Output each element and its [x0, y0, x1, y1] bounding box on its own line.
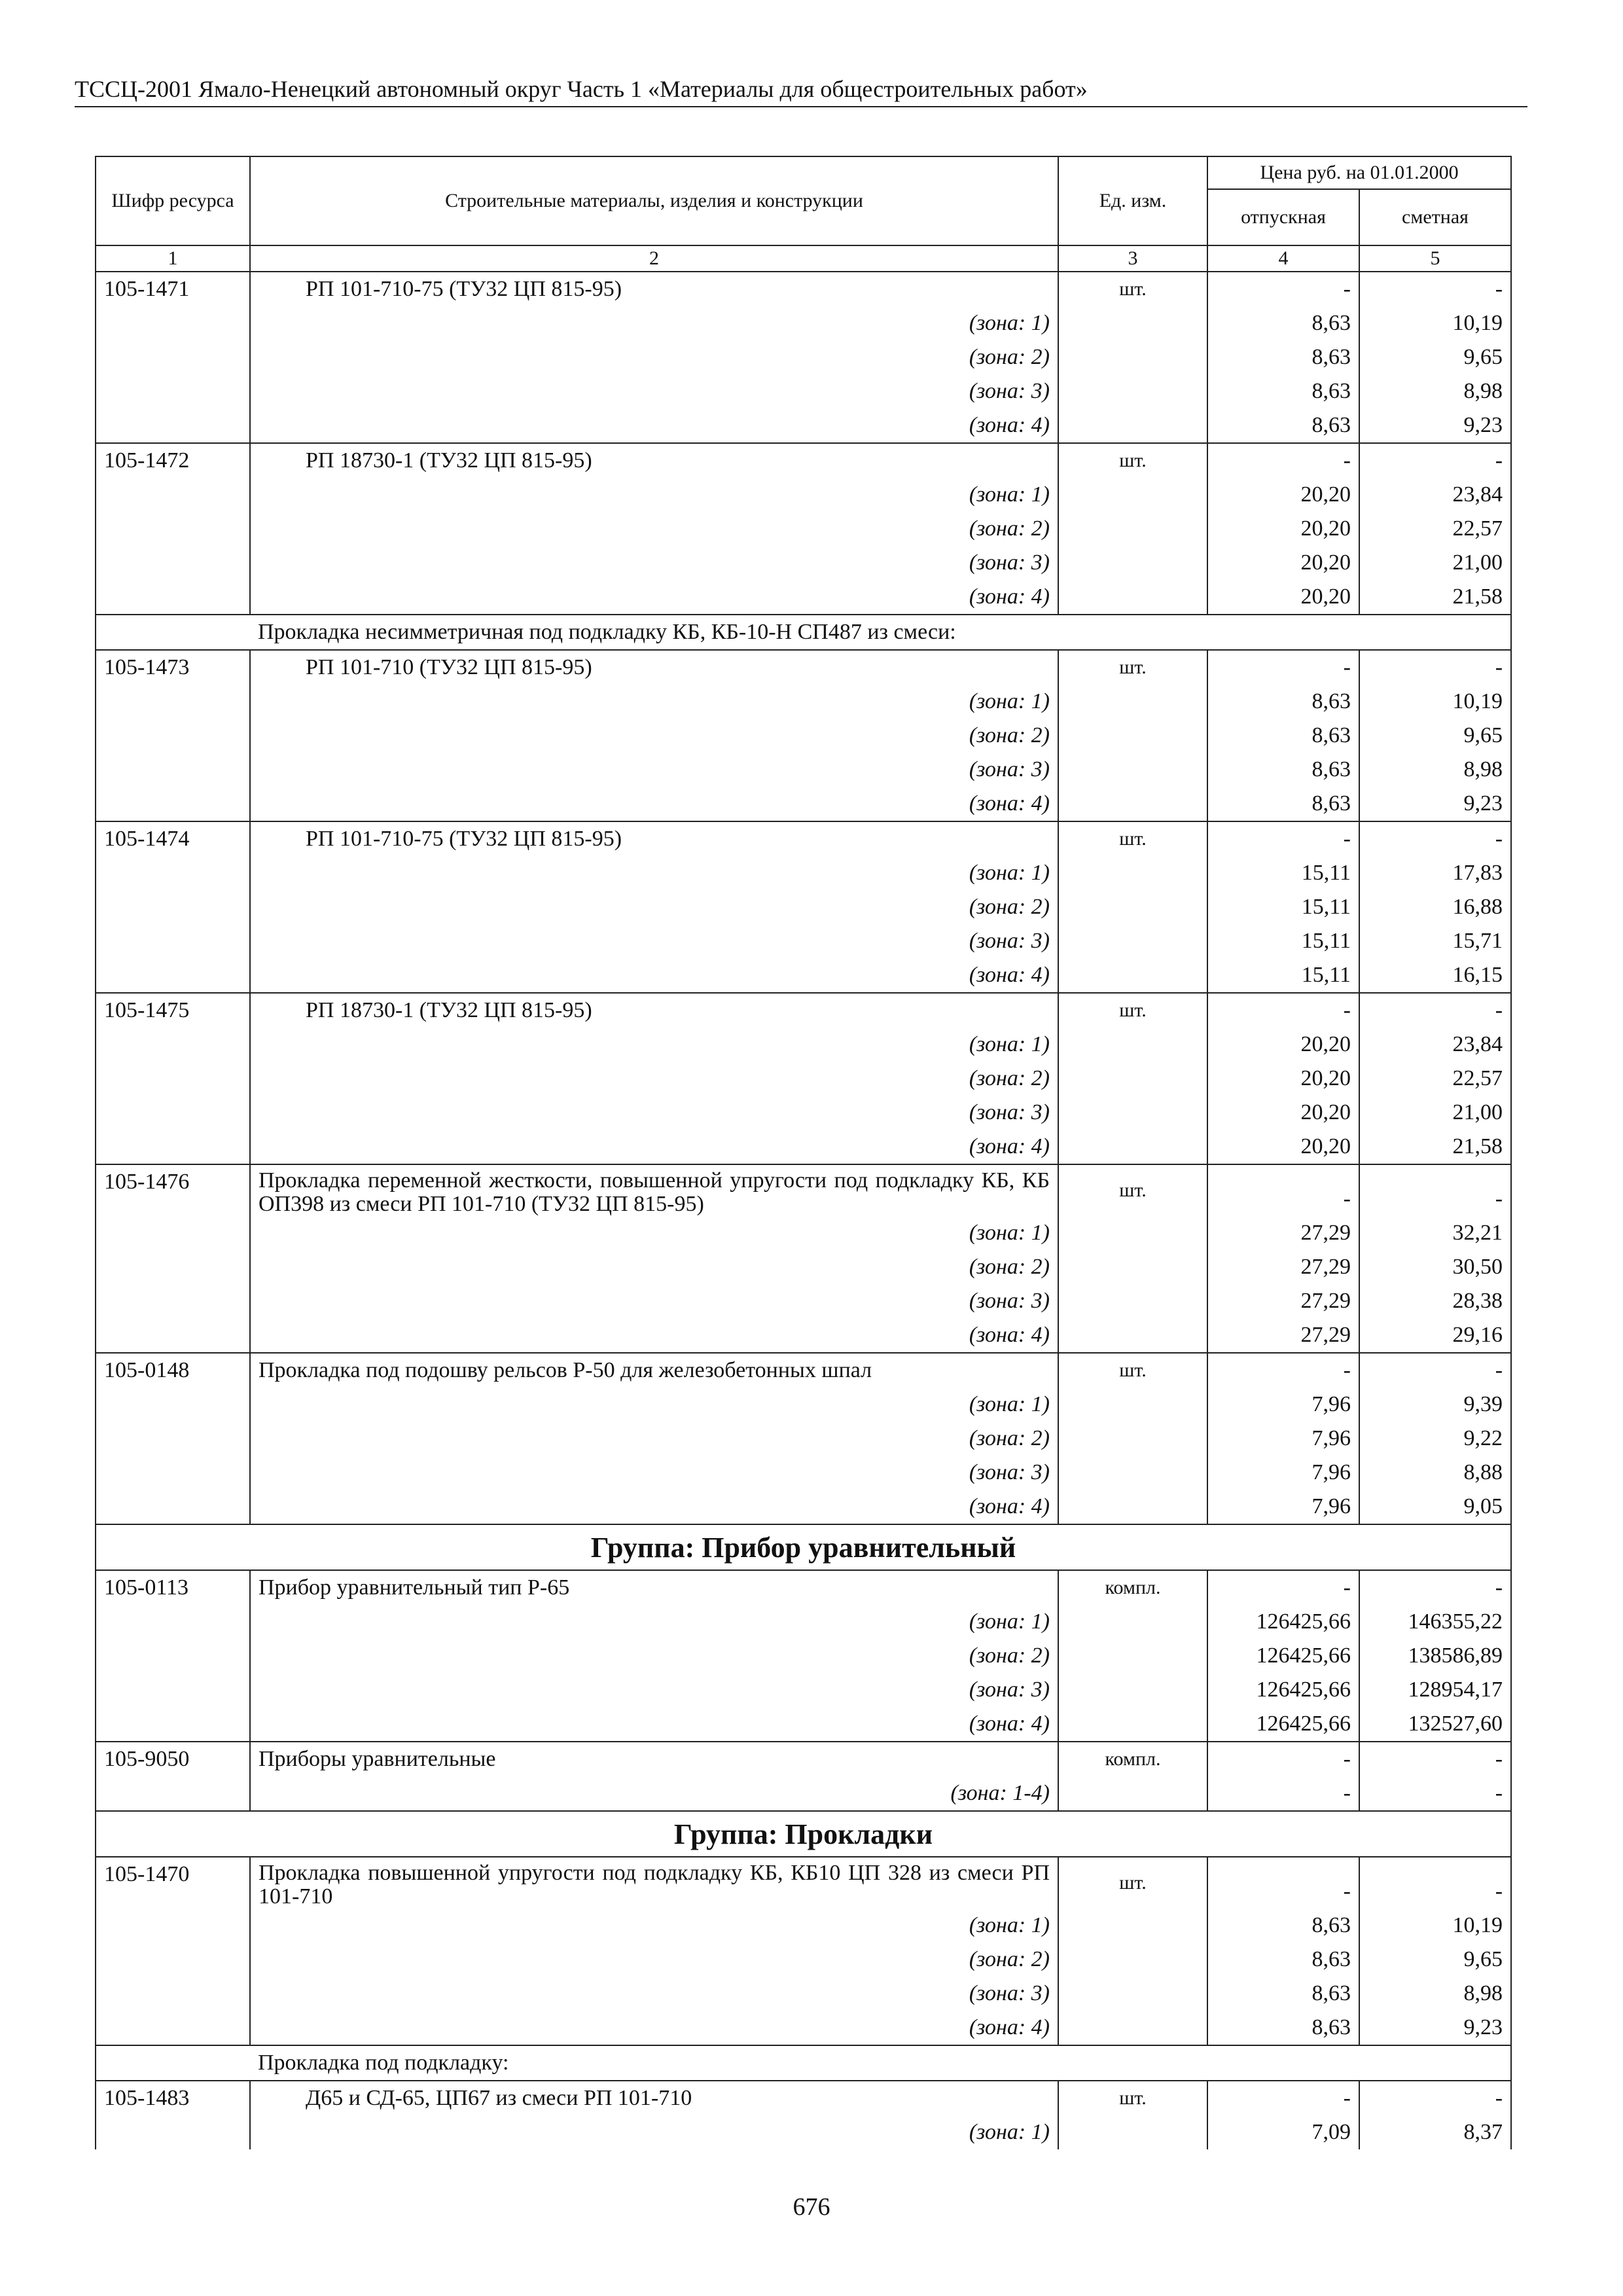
- col-header-unit: Ед. изм.: [1058, 156, 1207, 245]
- zone-estimate-price: 8,98: [1359, 374, 1511, 408]
- zone-row: [96, 958, 1511, 993]
- zone-row: [96, 1490, 1511, 1524]
- zone-release-price: 8,63: [1207, 753, 1359, 787]
- material-name: Прокладка переменной жесткости, повышенной упругости под подкладку КБ, КБ ОП398 из смеси РП 101-710 (ТУ32 ЦП 815-95): [250, 1164, 1058, 1216]
- release-price: -: [1207, 1353, 1359, 1388]
- col-header-code: Шифр ресурса: [96, 156, 250, 245]
- zone-estimate-price: 8,98: [1359, 753, 1511, 787]
- material-name: РП 101-710-75 (ТУ32 ЦП 815-95): [250, 821, 1058, 856]
- zone-unit-cell: [1058, 1250, 1207, 1284]
- estimate-price: -: [1359, 1353, 1511, 1388]
- estimate-price: -: [1359, 821, 1511, 856]
- zone-row: [96, 340, 1511, 374]
- zone-release-price: 20,20: [1207, 1062, 1359, 1096]
- zone-estimate-price: 8,98: [1359, 1977, 1511, 2011]
- unit: шт.: [1058, 2081, 1207, 2115]
- unit: компл.: [1058, 1742, 1207, 1776]
- zone-release-price: 20,20: [1207, 546, 1359, 580]
- unit: шт.: [1058, 650, 1207, 685]
- table-row: [96, 1164, 1511, 1216]
- zone-unit-cell: [1058, 1422, 1207, 1456]
- subheading-row: [96, 615, 1511, 650]
- zone-estimate-price: 9,65: [1359, 340, 1511, 374]
- release-price: -: [1207, 1164, 1359, 1216]
- zone-unit-cell: [1058, 1977, 1207, 2011]
- zone-row: [96, 546, 1511, 580]
- resource-code: 105-1471: [96, 272, 250, 443]
- table-row: [96, 821, 1511, 856]
- zone-row: [96, 1216, 1511, 1250]
- zone-label: (зона: 4): [250, 1707, 1058, 1742]
- zone-label: (зона: 4): [250, 958, 1058, 993]
- zone-unit-cell: [1058, 1456, 1207, 1490]
- zone-estimate-price: 17,83: [1359, 856, 1511, 890]
- zone-label: (зона: 3): [250, 1284, 1058, 1318]
- zone-estimate-price: 21,58: [1359, 1130, 1511, 1164]
- resource-code: 105-1473: [96, 650, 250, 821]
- material-name: РП 101-710-75 (ТУ32 ЦП 815-95): [250, 272, 1058, 306]
- col-header-price: Цена руб. на 01.01.2000: [1207, 156, 1511, 189]
- table-row: [96, 443, 1511, 478]
- unit: шт.: [1058, 1857, 1207, 1909]
- zone-row: [96, 2115, 1511, 2149]
- zone-label: (зона: 2): [250, 340, 1058, 374]
- zone-label: (зона: 4): [250, 2011, 1058, 2045]
- group-heading: Группа: Прокладки: [96, 1811, 1511, 1857]
- zone-label: (зона: 4): [250, 1318, 1058, 1353]
- zone-row: [96, 1318, 1511, 1353]
- material-name: РП 101-710 (ТУ32 ЦП 815-95): [250, 650, 1058, 685]
- zone-estimate-price: 21,00: [1359, 1096, 1511, 1130]
- zone-row: [96, 1977, 1511, 2011]
- zone-label: (зона: 1): [250, 1028, 1058, 1062]
- zone-label: (зона: 2): [250, 512, 1058, 546]
- zone-label: (зона: 2): [250, 1639, 1058, 1673]
- release-price: -: [1207, 650, 1359, 685]
- zone-label: (зона: 3): [250, 1673, 1058, 1707]
- zone-unit-cell: [1058, 2115, 1207, 2149]
- zone-estimate-price: 9,23: [1359, 2011, 1511, 2045]
- zone-label: (зона: 3): [250, 1977, 1058, 2011]
- zone-row: [96, 1707, 1511, 1742]
- resource-code: 105-1472: [96, 443, 250, 615]
- zone-label: (зона: 1): [250, 1605, 1058, 1639]
- zone-label: (зона: 1-4): [250, 1776, 1058, 1811]
- zone-label: (зона: 3): [250, 1456, 1058, 1490]
- col-header-name: Строительные материалы, изделия и конструкции: [250, 156, 1058, 245]
- zone-unit-cell: [1058, 719, 1207, 753]
- zone-estimate-price: 10,19: [1359, 1909, 1511, 1943]
- table-row: [96, 2081, 1511, 2115]
- table-row: [96, 993, 1511, 1028]
- zone-unit-cell: [1058, 1096, 1207, 1130]
- zone-estimate-price: 10,19: [1359, 685, 1511, 719]
- zone-row: [96, 1673, 1511, 1707]
- zone-unit-cell: [1058, 1909, 1207, 1943]
- col-number-4: 4: [1207, 245, 1359, 272]
- group-heading: Группа: Прибор уравнительный: [96, 1524, 1511, 1570]
- zone-estimate-price: 9,22: [1359, 1422, 1511, 1456]
- table-row: [96, 272, 1511, 306]
- zone-row: [96, 1422, 1511, 1456]
- zone-unit-cell: [1058, 340, 1207, 374]
- zone-estimate-price: 138586,89: [1359, 1639, 1511, 1673]
- zone-unit-cell: [1058, 787, 1207, 821]
- zone-estimate-price: 15,71: [1359, 924, 1511, 958]
- zone-row: [96, 856, 1511, 890]
- resource-code: 105-1474: [96, 821, 250, 993]
- zone-release-price: -: [1207, 1776, 1359, 1811]
- col-number-1: 1: [96, 245, 250, 272]
- estimate-price: -: [1359, 1857, 1511, 1909]
- zone-estimate-price: 21,58: [1359, 580, 1511, 615]
- zone-row: [96, 924, 1511, 958]
- zone-unit-cell: [1058, 1062, 1207, 1096]
- zone-estimate-price: 9,23: [1359, 787, 1511, 821]
- zone-row: [96, 512, 1511, 546]
- zone-estimate-price: 146355,22: [1359, 1605, 1511, 1639]
- estimate-price: -: [1359, 650, 1511, 685]
- zone-release-price: 7,96: [1207, 1422, 1359, 1456]
- zone-label: (зона: 1): [250, 478, 1058, 512]
- zone-release-price: 27,29: [1207, 1250, 1359, 1284]
- zone-label: (зона: 2): [250, 1422, 1058, 1456]
- zone-label: (зона: 3): [250, 753, 1058, 787]
- table-row: [96, 1742, 1511, 1776]
- subheading-code-cell: [96, 615, 250, 650]
- zone-label: (зона: 2): [250, 1943, 1058, 1977]
- zone-release-price: 126425,66: [1207, 1707, 1359, 1742]
- release-price: -: [1207, 1742, 1359, 1776]
- zone-row: [96, 890, 1511, 924]
- zone-label: (зона: 4): [250, 408, 1058, 443]
- table-row: [96, 1570, 1511, 1605]
- material-name: Прокладка под подошву рельсов Р-50 для железобетонных шпал: [250, 1353, 1058, 1388]
- zone-row: [96, 1130, 1511, 1164]
- zone-label: (зона: 1): [250, 2115, 1058, 2149]
- release-price: -: [1207, 272, 1359, 306]
- zone-release-price: 20,20: [1207, 1028, 1359, 1062]
- zone-estimate-price: 23,84: [1359, 478, 1511, 512]
- unit: шт.: [1058, 993, 1207, 1028]
- zone-unit-cell: [1058, 1707, 1207, 1742]
- zone-unit-cell: [1058, 2011, 1207, 2045]
- zone-label: (зона: 2): [250, 890, 1058, 924]
- zone-release-price: 20,20: [1207, 478, 1359, 512]
- release-price: -: [1207, 2081, 1359, 2115]
- zone-estimate-price: 9,05: [1359, 1490, 1511, 1524]
- release-price: -: [1207, 993, 1359, 1028]
- running-header: ТССЦ-2001 Ямало-Ненецкий автономный округ Часть 1 «Материалы для общестроительных работ»: [75, 75, 1527, 107]
- zone-unit-cell: [1058, 1284, 1207, 1318]
- zone-release-price: 15,11: [1207, 890, 1359, 924]
- zone-release-price: 20,20: [1207, 512, 1359, 546]
- zone-estimate-price: 23,84: [1359, 1028, 1511, 1062]
- zone-label: (зона: 3): [250, 1096, 1058, 1130]
- subheading-row: [96, 2045, 1511, 2081]
- zone-unit-cell: [1058, 890, 1207, 924]
- zone-unit-cell: [1058, 1673, 1207, 1707]
- zone-unit-cell: [1058, 1318, 1207, 1353]
- zone-estimate-price: 16,88: [1359, 890, 1511, 924]
- zone-row: [96, 753, 1511, 787]
- col-header-release: отпускная: [1207, 189, 1359, 245]
- unit: шт.: [1058, 272, 1207, 306]
- zone-unit-cell: [1058, 685, 1207, 719]
- estimate-price: -: [1359, 1570, 1511, 1605]
- resource-code: 105-1470: [96, 1857, 250, 2045]
- zone-row: [96, 2011, 1511, 2045]
- zone-release-price: 126425,66: [1207, 1673, 1359, 1707]
- zone-release-price: 20,20: [1207, 1096, 1359, 1130]
- subheading-text: Прокладка несимметричная под подкладку КБ, КБ-10-Н СП487 из смеси:: [250, 615, 1511, 650]
- zone-estimate-price: 16,15: [1359, 958, 1511, 993]
- unit: компл.: [1058, 1570, 1207, 1605]
- zone-estimate-price: 9,65: [1359, 719, 1511, 753]
- table-row: [96, 650, 1511, 685]
- zone-release-price: 8,63: [1207, 1977, 1359, 2011]
- zone-row: [96, 1639, 1511, 1673]
- material-name: Прибор уравнительный тип Р-65: [250, 1570, 1058, 1605]
- zone-label: (зона: 3): [250, 546, 1058, 580]
- zone-release-price: 15,11: [1207, 856, 1359, 890]
- zone-release-price: 7,09: [1207, 2115, 1359, 2149]
- zone-row: [96, 787, 1511, 821]
- zone-release-price: 15,11: [1207, 924, 1359, 958]
- zone-unit-cell: [1058, 1639, 1207, 1673]
- estimate-price: -: [1359, 1742, 1511, 1776]
- zone-release-price: 8,63: [1207, 306, 1359, 340]
- zone-unit-cell: [1058, 374, 1207, 408]
- page-number: 676: [793, 2193, 830, 2221]
- zone-row: [96, 306, 1511, 340]
- col-number-5: 5: [1359, 245, 1511, 272]
- zone-row: [96, 580, 1511, 615]
- zone-unit-cell: [1058, 1216, 1207, 1250]
- zone-unit-cell: [1058, 1130, 1207, 1164]
- estimate-price: -: [1359, 443, 1511, 478]
- zone-release-price: 8,63: [1207, 408, 1359, 443]
- zone-estimate-price: 22,57: [1359, 512, 1511, 546]
- zone-row: [96, 719, 1511, 753]
- zone-label: (зона: 2): [250, 719, 1058, 753]
- zone-release-price: 7,96: [1207, 1388, 1359, 1422]
- zone-row: [96, 478, 1511, 512]
- zone-release-price: 8,63: [1207, 1909, 1359, 1943]
- zone-release-price: 27,29: [1207, 1318, 1359, 1353]
- material-name: Д65 и СД-65, ЦП67 из смеси РП 101-710: [250, 2081, 1058, 2115]
- col-number-3: 3: [1058, 245, 1207, 272]
- zone-release-price: 15,11: [1207, 958, 1359, 993]
- zone-label: (зона: 1): [250, 685, 1058, 719]
- zone-estimate-price: 10,19: [1359, 306, 1511, 340]
- col-number-2: 2: [250, 245, 1058, 272]
- zone-row: [96, 374, 1511, 408]
- zone-row: [96, 1605, 1511, 1639]
- zone-label: (зона: 4): [250, 1130, 1058, 1164]
- estimate-price: -: [1359, 993, 1511, 1028]
- zone-label: (зона: 3): [250, 374, 1058, 408]
- zone-release-price: 27,29: [1207, 1216, 1359, 1250]
- unit: шт.: [1058, 1353, 1207, 1388]
- zone-unit-cell: [1058, 1028, 1207, 1062]
- zone-estimate-price: 21,00: [1359, 546, 1511, 580]
- subheading-code-cell: [96, 2045, 250, 2081]
- estimate-price: -: [1359, 1164, 1511, 1216]
- zone-unit-cell: [1058, 1490, 1207, 1524]
- zone-row: [96, 1096, 1511, 1130]
- zone-row: [96, 1062, 1511, 1096]
- material-name: Прокладка повышенной упругости под подкладку КБ, КБ10 ЦП 328 из смеси РП 101-710: [250, 1857, 1058, 1909]
- resource-code: 105-1483: [96, 2081, 250, 2149]
- zone-row: [96, 1776, 1511, 1811]
- zone-label: (зона: 1): [250, 856, 1058, 890]
- zone-row: [96, 1943, 1511, 1977]
- price-table: [95, 156, 1512, 2149]
- resource-code: 105-1475: [96, 993, 250, 1164]
- zone-label: (зона: 1): [250, 306, 1058, 340]
- zone-estimate-price: 22,57: [1359, 1062, 1511, 1096]
- zone-estimate-price: 9,65: [1359, 1943, 1511, 1977]
- zone-label: (зона: 4): [250, 1490, 1058, 1524]
- zone-estimate-price: 8,88: [1359, 1456, 1511, 1490]
- table-row: [96, 1353, 1511, 1388]
- zone-estimate-price: 28,38: [1359, 1284, 1511, 1318]
- zone-release-price: 8,63: [1207, 1943, 1359, 1977]
- zone-release-price: 126425,66: [1207, 1605, 1359, 1639]
- unit: шт.: [1058, 1164, 1207, 1216]
- zone-estimate-price: 132527,60: [1359, 1707, 1511, 1742]
- zone-label: (зона: 4): [250, 580, 1058, 615]
- resource-code: 105-1476: [96, 1164, 250, 1353]
- zone-unit-cell: [1058, 512, 1207, 546]
- zone-unit-cell: [1058, 408, 1207, 443]
- release-price: -: [1207, 1570, 1359, 1605]
- zone-release-price: 7,96: [1207, 1456, 1359, 1490]
- zone-row: [96, 1909, 1511, 1943]
- zone-label: (зона: 1): [250, 1909, 1058, 1943]
- zone-estimate-price: 30,50: [1359, 1250, 1511, 1284]
- table-body: [96, 272, 1511, 2149]
- zone-label: (зона: 2): [250, 1250, 1058, 1284]
- zone-unit-cell: [1058, 478, 1207, 512]
- unit: шт.: [1058, 443, 1207, 478]
- zone-estimate-price: 29,16: [1359, 1318, 1511, 1353]
- table-row: [96, 1857, 1511, 1909]
- zone-unit-cell: [1058, 958, 1207, 993]
- zone-release-price: 126425,66: [1207, 1639, 1359, 1673]
- zone-row: [96, 1028, 1511, 1062]
- zone-release-price: 20,20: [1207, 1130, 1359, 1164]
- material-name: РП 18730-1 (ТУ32 ЦП 815-95): [250, 993, 1058, 1028]
- zone-release-price: 8,63: [1207, 340, 1359, 374]
- zone-release-price: 8,63: [1207, 787, 1359, 821]
- zone-row: [96, 1456, 1511, 1490]
- zone-release-price: 20,20: [1207, 580, 1359, 615]
- subheading-text: Прокладка под подкладку:: [250, 2045, 1511, 2081]
- zone-unit-cell: [1058, 753, 1207, 787]
- zone-estimate-price: 32,21: [1359, 1216, 1511, 1250]
- material-name: РП 18730-1 (ТУ32 ЦП 815-95): [250, 443, 1058, 478]
- material-name: Приборы уравнительные: [250, 1742, 1058, 1776]
- col-header-estimate: сметная: [1359, 189, 1511, 245]
- zone-estimate-price: 8,37: [1359, 2115, 1511, 2149]
- release-price: -: [1207, 821, 1359, 856]
- zone-unit-cell: [1058, 546, 1207, 580]
- zone-estimate-price: -: [1359, 1776, 1511, 1811]
- zone-estimate-price: 9,39: [1359, 1388, 1511, 1422]
- zone-row: [96, 1388, 1511, 1422]
- zone-row: [96, 1284, 1511, 1318]
- zone-unit-cell: [1058, 306, 1207, 340]
- zone-label: (зона: 1): [250, 1388, 1058, 1422]
- zone-label: (зона: 3): [250, 924, 1058, 958]
- estimate-price: -: [1359, 2081, 1511, 2115]
- resource-code: 105-9050: [96, 1742, 250, 1811]
- zone-label: (зона: 2): [250, 1062, 1058, 1096]
- release-price: -: [1207, 443, 1359, 478]
- resource-code: 105-0148: [96, 1353, 250, 1524]
- zone-unit-cell: [1058, 924, 1207, 958]
- zone-row: [96, 408, 1511, 443]
- release-price: -: [1207, 1857, 1359, 1909]
- group-heading-row: [96, 1524, 1511, 1570]
- zone-row: [96, 685, 1511, 719]
- zone-unit-cell: [1058, 1943, 1207, 1977]
- zone-release-price: 8,63: [1207, 719, 1359, 753]
- zone-release-price: 8,63: [1207, 374, 1359, 408]
- zone-unit-cell: [1058, 1605, 1207, 1639]
- zone-release-price: 7,96: [1207, 1490, 1359, 1524]
- zone-unit-cell: [1058, 1388, 1207, 1422]
- group-heading-row: [96, 1811, 1511, 1857]
- resource-code: 105-0113: [96, 1570, 250, 1742]
- unit: шт.: [1058, 821, 1207, 856]
- zone-release-price: 8,63: [1207, 2011, 1359, 2045]
- zone-row: [96, 1250, 1511, 1284]
- zone-estimate-price: 128954,17: [1359, 1673, 1511, 1707]
- zone-label: (зона: 1): [250, 1216, 1058, 1250]
- zone-release-price: 8,63: [1207, 685, 1359, 719]
- zone-unit-cell: [1058, 580, 1207, 615]
- zone-estimate-price: 9,23: [1359, 408, 1511, 443]
- estimate-price: -: [1359, 272, 1511, 306]
- zone-unit-cell: [1058, 1776, 1207, 1811]
- zone-release-price: 27,29: [1207, 1284, 1359, 1318]
- zone-unit-cell: [1058, 856, 1207, 890]
- zone-label: (зона: 4): [250, 787, 1058, 821]
